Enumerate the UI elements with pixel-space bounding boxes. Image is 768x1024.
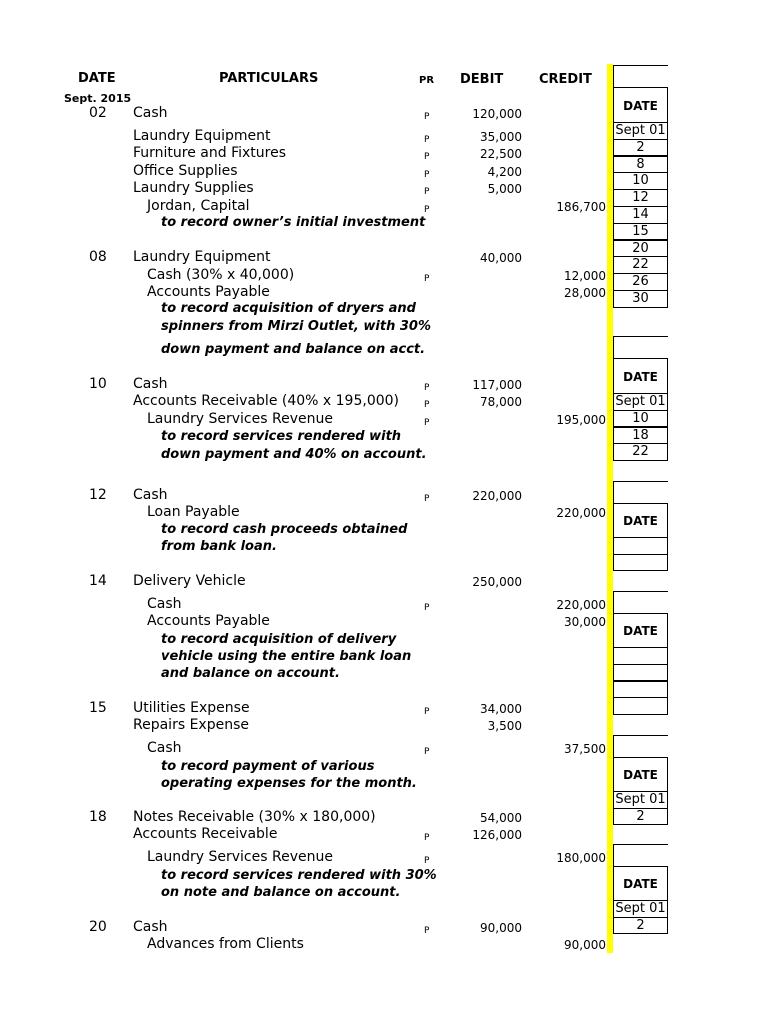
account-name: Office Supplies — [133, 163, 238, 179]
entry-explanation: to record services rendered with 30% — [161, 868, 437, 883]
ledger-date-header: DATE — [613, 358, 668, 394]
entry-date: 02 — [89, 105, 107, 121]
ledger-header-blank — [613, 336, 668, 359]
account-name: Cash — [133, 105, 168, 121]
posting-mark: P — [424, 603, 430, 613]
posting-mark: P — [424, 152, 430, 162]
account-name: Cash — [133, 376, 168, 392]
ledger-date-header: DATE — [613, 866, 668, 901]
ledger-date-cell: 2 — [613, 139, 668, 157]
credit-amount: 220,000 — [556, 598, 606, 612]
debit-amount: 250,000 — [472, 575, 522, 589]
header-particulars: PARTICULARS — [219, 71, 319, 86]
account-name: Laundry Equipment — [133, 249, 271, 265]
ledger-header-blank — [613, 591, 668, 614]
entry-explanation: to record owner’s initial investment — [161, 215, 426, 230]
entry-explanation: on note and balance on account. — [161, 885, 401, 900]
credit-amount: 12,000 — [564, 269, 606, 283]
ledger-date-cell — [613, 554, 668, 572]
ledger-date-cell: 10 — [613, 172, 668, 190]
ledger-date-cell: 30 — [613, 290, 668, 308]
account-name: Laundry Services Revenue — [147, 849, 333, 865]
account-name: Laundry Supplies — [133, 180, 254, 196]
entry-explanation: to record payment of various — [161, 759, 375, 774]
account-name: Cash — [133, 487, 168, 503]
ledger-date-cell: 15 — [613, 223, 668, 241]
debit-amount: 34,000 — [480, 702, 522, 716]
ledger-date-cell: 12 — [613, 189, 668, 207]
ledger-date-cell: Sept 01 — [613, 122, 668, 140]
ledger-date-cell: Sept 01 — [613, 791, 668, 809]
posting-mark: P — [424, 494, 430, 504]
posting-mark: P — [424, 187, 430, 197]
credit-amount: 220,000 — [556, 506, 606, 520]
entry-explanation: to record services rendered with — [161, 429, 402, 444]
ledger-date-cell: 26 — [613, 273, 668, 291]
entry-explanation: to record acquisition of delivery — [161, 632, 397, 647]
entry-date: 08 — [89, 249, 107, 265]
credit-amount: 37,500 — [564, 742, 606, 756]
posting-mark: P — [424, 400, 430, 410]
ledger-date-cell — [613, 664, 668, 682]
entry-explanation: vehicle using the entire bank loan — [161, 649, 412, 664]
credit-amount: 180,000 — [556, 851, 606, 865]
account-name: Cash — [147, 740, 182, 756]
posting-mark: P — [424, 856, 430, 866]
ledger-date-cell: 20 — [613, 240, 668, 258]
account-name: Advances from Clients — [147, 936, 304, 952]
posting-mark: P — [424, 833, 430, 843]
ledger-date-cell: 14 — [613, 206, 668, 224]
entry-explanation: from bank loan. — [161, 539, 277, 554]
header-date: DATE — [78, 71, 116, 86]
entry-explanation: to record cash proceeds obtained — [161, 522, 408, 537]
posting-mark: P — [424, 926, 430, 936]
debit-amount: 22,500 — [480, 147, 522, 161]
entry-explanation: operating expenses for the month. — [161, 776, 417, 791]
debit-amount: 5,000 — [487, 182, 522, 196]
ledger-date-header: DATE — [613, 87, 668, 123]
account-name: Repairs Expense — [133, 717, 249, 733]
debit-amount: 35,000 — [480, 130, 522, 144]
posting-mark: P — [424, 274, 430, 284]
ledger-date-cell — [613, 537, 668, 555]
entry-explanation: to record acquisition of dryers and — [161, 301, 416, 316]
posting-mark: P — [424, 135, 430, 145]
ledger-date-cell: 2 — [613, 808, 668, 826]
account-name: Loan Payable — [147, 504, 240, 520]
ledger-date-cell: 10 — [613, 410, 668, 428]
header-debit: DEBIT — [460, 72, 504, 87]
ledger-date-cell — [613, 647, 668, 665]
posting-mark: P — [424, 418, 430, 428]
ledger-header-blank — [613, 481, 668, 504]
debit-amount: 126,000 — [472, 828, 522, 842]
debit-amount: 220,000 — [472, 489, 522, 503]
account-name: Cash — [133, 919, 168, 935]
credit-amount: 30,000 — [564, 615, 606, 629]
ledger-date-cell: 2 — [613, 917, 668, 935]
account-name: Cash (30% x 40,000) — [147, 267, 295, 283]
debit-amount: 120,000 — [472, 107, 522, 121]
entry-date: 14 — [89, 573, 107, 589]
ledger-date-cell: Sept 01 — [613, 900, 668, 918]
debit-amount: 54,000 — [480, 811, 522, 825]
ledger-date-cell — [613, 697, 668, 715]
header-pr: PR — [419, 75, 435, 86]
period-label: Sept. 2015 — [64, 92, 132, 105]
entry-explanation: down payment and balance on acct. — [161, 342, 426, 357]
posting-mark: P — [424, 707, 430, 717]
account-name: Laundry Equipment — [133, 128, 271, 144]
account-name: Accounts Receivable — [133, 826, 278, 842]
ledger-date-cell: 22 — [613, 256, 668, 274]
ledger-date-cell: Sept 01 — [613, 393, 668, 411]
account-name: Furniture and Fixtures — [133, 145, 287, 161]
entry-explanation: and balance on account. — [161, 666, 340, 681]
account-name: Delivery Vehicle — [133, 573, 246, 589]
ledger-header-blank — [613, 844, 668, 867]
posting-mark: P — [424, 112, 430, 122]
entry-date: 18 — [89, 809, 107, 825]
credit-amount: 90,000 — [564, 938, 606, 952]
account-name: Accounts Payable — [147, 613, 270, 629]
posting-mark: P — [424, 383, 430, 393]
ledger-date-cell — [613, 681, 668, 699]
ledger-date-header: DATE — [613, 757, 668, 792]
account-name: Notes Receivable (30% x 180,000) — [133, 809, 376, 825]
ledger-date-cell: 22 — [613, 443, 668, 461]
ledger-header-blank — [613, 735, 668, 758]
debit-amount: 90,000 — [480, 921, 522, 935]
entry-date: 20 — [89, 919, 107, 935]
ledger-date-cell: 18 — [613, 427, 668, 445]
debit-amount: 40,000 — [480, 251, 522, 265]
posting-mark: P — [424, 170, 430, 180]
ledger-date-cell: 8 — [613, 156, 668, 174]
account-name: Utilities Expense — [133, 700, 250, 716]
account-name: Cash — [147, 596, 182, 612]
account-name: Laundry Services Revenue — [147, 411, 333, 427]
ledger-date-header: DATE — [613, 613, 668, 648]
debit-amount: 78,000 — [480, 395, 522, 409]
posting-mark: P — [424, 747, 430, 757]
entry-explanation: down payment and 40% on account. — [161, 447, 427, 462]
entry-date: 10 — [89, 376, 107, 392]
account-name: Accounts Receivable (40% x 195,000) — [133, 393, 400, 409]
entry-explanation: spinners from Mirzi Outlet, with 30% — [161, 319, 431, 334]
credit-amount: 195,000 — [556, 413, 606, 427]
debit-amount: 4,200 — [487, 165, 522, 179]
header-credit: CREDIT — [539, 72, 592, 87]
posting-mark: P — [424, 205, 430, 215]
debit-amount: 117,000 — [472, 378, 522, 392]
account-name: Jordan, Capital — [147, 198, 250, 214]
credit-amount: 28,000 — [564, 286, 606, 300]
entry-date: 12 — [89, 487, 107, 503]
ledger-date-header: DATE — [613, 503, 668, 538]
credit-amount: 186,700 — [556, 200, 606, 214]
account-name: Accounts Payable — [147, 284, 270, 300]
debit-amount: 3,500 — [487, 719, 522, 733]
ledger-header-blank — [613, 65, 668, 88]
entry-date: 15 — [89, 700, 107, 716]
